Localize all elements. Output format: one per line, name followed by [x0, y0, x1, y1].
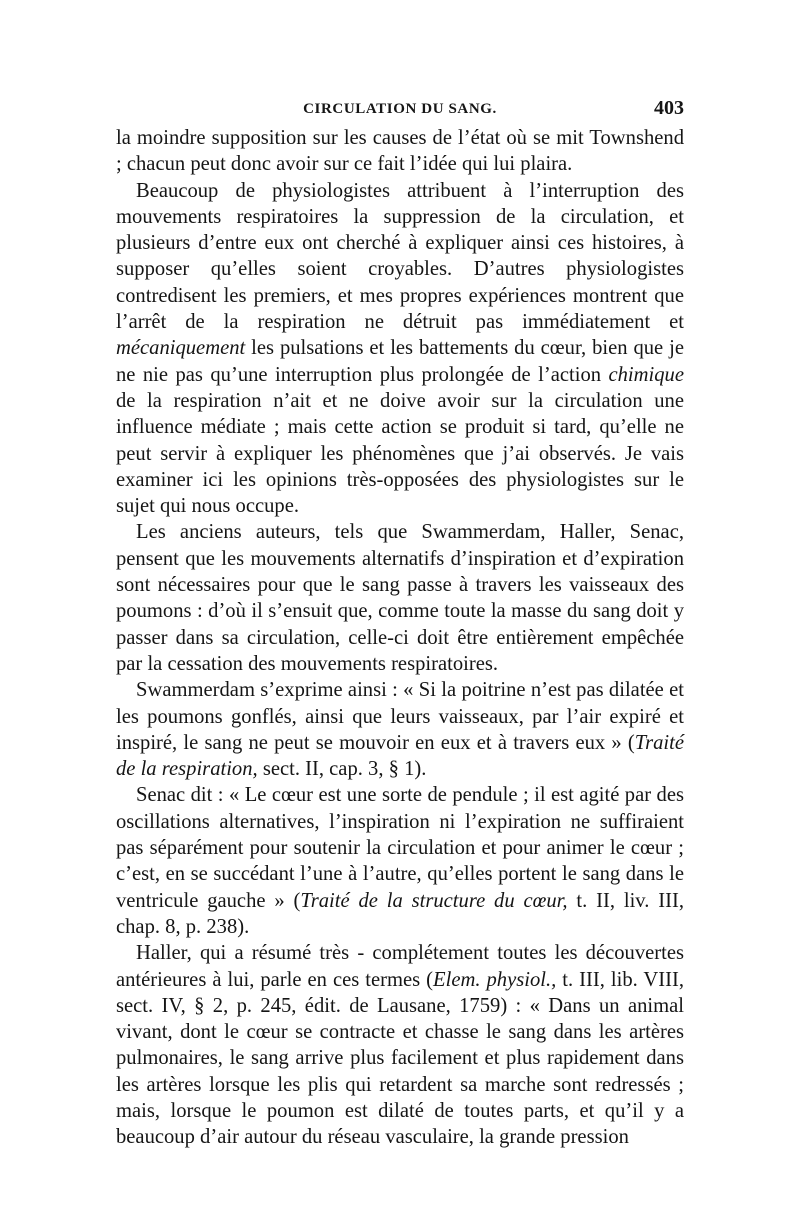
paragraph-text: les pulsations et les battements du cœur, bien que je ne nie pas qu’une interruption plus prolongée de l’action [116, 337, 684, 386]
italic-citation: Traité de la structure du cœur, [300, 889, 568, 912]
paragraph-1 [116, 125, 684, 178]
paragraph-text: t. II, liv. III, chap. 8, p. 238). [116, 889, 684, 938]
italic-word: mécaniquement [116, 337, 246, 360]
paragraph-text: sect. II, cap. 3, § 1). [257, 758, 427, 781]
paragraph-2 [116, 178, 684, 520]
paragraph-text: Les anciens auteurs, tels que Swammerdam, Haller, Senac, pensent que les mouvements alternatifs d’inspiration et d’expiration sont nécessaires pour que le sang passe à travers les vaisseaux des poumons : d’où il s’ensuit que, comme toute la masse du sang doit y passer dans sa circulation, celle-ci doit être entièrement empêchée par la cessation des mouvements respiratoires. [116, 521, 684, 675]
paragraph-text: Swammerdam s’exprime ainsi : « Si la poitrine n’est pas dilatée et les poumons gonflés, ainsi que leurs vaisseaux, par l’air expiré et inspiré, le sang ne peut se mouvoir en eux et à travers eux » ( [116, 679, 684, 754]
page-number: 403 [654, 97, 684, 119]
paragraph-4 [116, 677, 684, 782]
paragraph-3 [116, 519, 684, 677]
body-text [116, 125, 684, 1151]
italic-citation: Elem. physiol., [433, 968, 557, 991]
italic-citation: Traité de la respiration, [116, 731, 684, 781]
paragraph-text: Senac dit : « Le cœur est une sorte de pendule ; il est agité par des oscillations alternatives, l’inspiration ni l’expiration ne suffiraient pas séparément pour soutenir la circulation et pour animer le cœur ; c’est, en se succédant l’une à l’autre, qu’elles portent le sang dans le ventricule gauche » ( [116, 784, 684, 912]
paragraph-text: Beaucoup de physiologistes attribuent à l’interruption des mouvements respiratoires la suppression de la circulation, et plusieurs d’entre eux ont cherché à expliquer ainsi ces histoires, à supposer qu’elles soient croyables. D’autres physiologistes contredisent les premiers, et mes propres expériences montrent que l’arrêt de la respiration ne détruit pas immédiatement et [116, 179, 684, 334]
running-head [116, 97, 684, 123]
paragraph-5 [116, 782, 684, 940]
paragraph-text: de la respiration n’ait et ne doive avoir sur la circulation une influence médiate ; mais cette action se produit si tard, qu’elle ne peut servir à expliquer les phénomènes que j’ai observés. Je vais examiner ici les opinions très-opposées des physiologistes sur le sujet qui nous occupe. [116, 389, 684, 518]
paragraph-text: t. III, lib. VIII, sect. IV, § 2, p. 245, édit. de Lausane, 1759) : « Dans un animal vivant, dont le cœur se contracte et chasse le sang dans les artères pulmonaires, le sang arrive plus facilement et plus rapidement dans les artères lorsque les plis qui retardent sa marche sont redressés ; mais, lorsque le poumon est dilaté de toutes parts, et qu’il y a beaucoup d’air autour du réseau vasculaire, la grande pression [116, 968, 685, 1149]
italic-word: chimique [608, 363, 684, 386]
paragraph-6 [116, 940, 684, 1150]
paragraph-text: Haller, qui a résumé très - complétement toutes les découvertes antérieures à lui, parle en ces termes ( [116, 942, 684, 991]
paragraph-text: la moindre supposition sur les causes de l’état où se mit Townshend ; chacun peut donc avoir sur ce fait l’idée qui lui plaira. [116, 127, 684, 176]
running-title: CIRCULATION DU SANG. [303, 101, 497, 117]
